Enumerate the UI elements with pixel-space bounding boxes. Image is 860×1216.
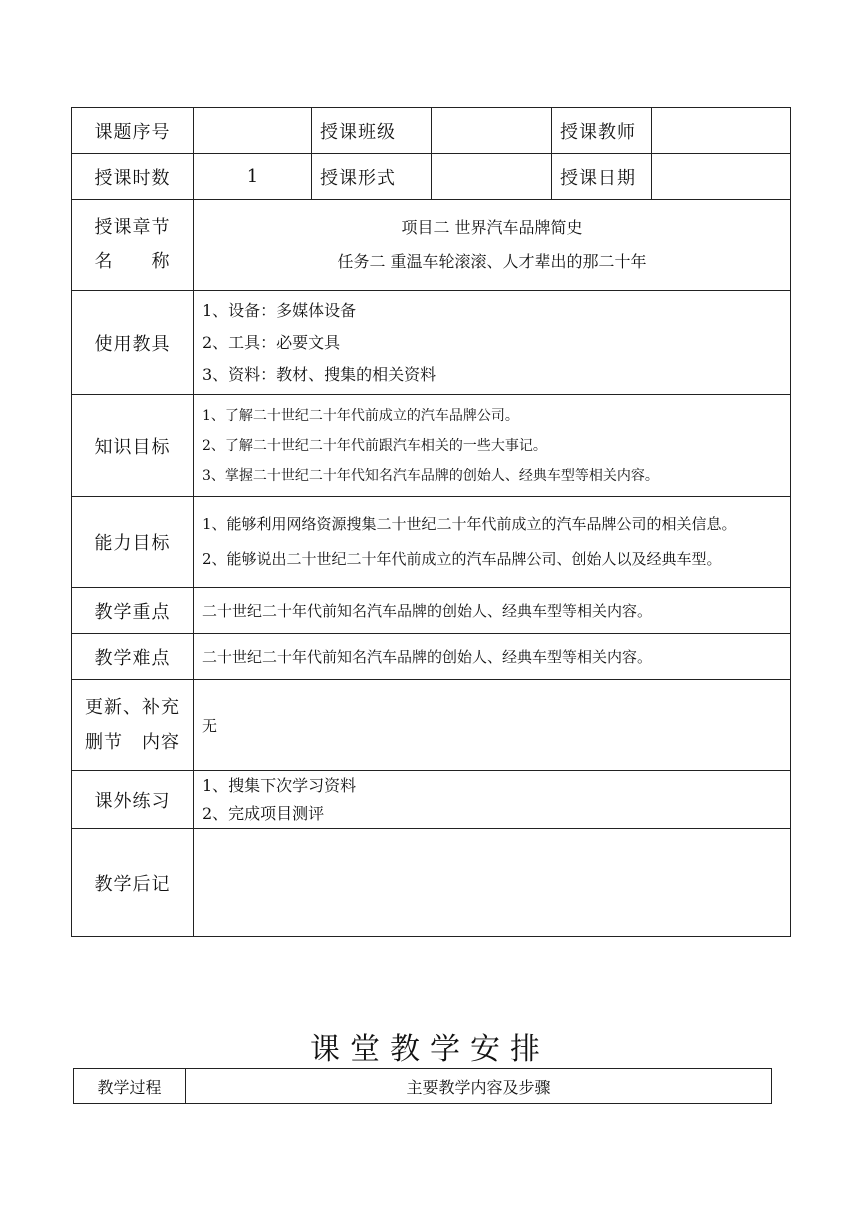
date-value [652,154,791,200]
chapter-label-line1: 授课章节 [94,217,171,238]
knowledge-list [194,395,791,497]
row-difficulty [72,634,791,680]
knowledge-item: 1、了解二十世纪二十年代前成立的汽车品牌公司。 [202,407,519,424]
teacher-value [652,108,791,154]
postscript-label: 教学后记 [72,829,194,937]
topic-no-value [194,108,312,154]
form-value [432,154,552,200]
knowledge-label: 知识目标 [72,395,194,497]
hours-value: 1 [194,154,312,200]
row-key-point [72,588,791,634]
homework-item: 1、搜集下次学习资料 [202,775,357,795]
teacher-label: 授课教师 [552,108,652,154]
chapter-value [194,200,791,291]
ability-item: 2、能够说出二十世纪二十年代前成立的汽车品牌公司、创始人以及经典车型。 [202,550,722,568]
ability-list [194,497,791,588]
knowledge-item: 3、掌握二十世纪二十年代知名汽车品牌的创始人、经典车型等相关内容。 [202,467,659,484]
hours-label: 授课时数 [72,154,194,200]
key-point-label: 教学重点 [72,588,194,634]
chapter-label [72,200,194,291]
row-ability [72,497,791,588]
tools-item: 3、资料：教材、搜集的相关资料 [202,364,437,384]
date-label: 授课日期 [552,154,652,200]
topic-no-label: 课题序号 [72,108,194,154]
tools-item: 1、设备：多媒体设备 [202,300,357,320]
difficulty-label: 教学难点 [72,634,194,680]
update-label-line2: 删节 内容 [85,732,180,753]
homework-label: 课外练习 [72,771,194,829]
chapter-label-line2: 名 称 [94,251,171,272]
arrangement-header-row [74,1069,772,1104]
row-hours [72,154,791,200]
lesson-plan-table [71,107,791,937]
content-header: 主要教学内容及步骤 [186,1069,772,1104]
class-label: 授课班级 [312,108,432,154]
arrangement-table [73,1068,772,1104]
row-chapter [72,200,791,291]
chapter-project: 项目二 世界汽车品牌简史 [401,218,583,237]
postscript-value [194,829,791,937]
process-header: 教学过程 [74,1069,186,1104]
key-point-value: 二十世纪二十年代前知名汽车品牌的创始人、经典车型等相关内容。 [194,588,791,634]
chapter-task: 任务二 重温车轮滚滚、人才辈出的那二十年 [337,252,647,271]
row-knowledge [72,395,791,497]
form-label: 授课形式 [312,154,432,200]
row-homework [72,771,791,829]
homework-item: 2、完成项目测评 [202,803,325,823]
difficulty-value: 二十世纪二十年代前知名汽车品牌的创始人、经典车型等相关内容。 [194,634,791,680]
ability-item: 1、能够利用网络资源搜集二十世纪二十年代前成立的汽车品牌公司的相关信息。 [202,515,737,533]
homework-list [194,771,791,829]
row-topic [72,108,791,154]
class-value [432,108,552,154]
update-label-line1: 更新、补充 [85,697,180,718]
tools-item: 2、工具：必要文具 [202,332,341,352]
update-value: 无 [194,680,791,771]
row-update [72,680,791,771]
ability-label: 能力目标 [72,497,194,588]
row-postscript [72,829,791,937]
tools-list [194,291,791,395]
update-label [72,680,194,771]
tools-label: 使用教具 [72,291,194,395]
row-tools [72,291,791,395]
section-title: 课堂教学安排 [310,1032,550,1067]
knowledge-item: 2、了解二十世纪二十年代前跟汽车相关的一些大事记。 [202,437,547,454]
